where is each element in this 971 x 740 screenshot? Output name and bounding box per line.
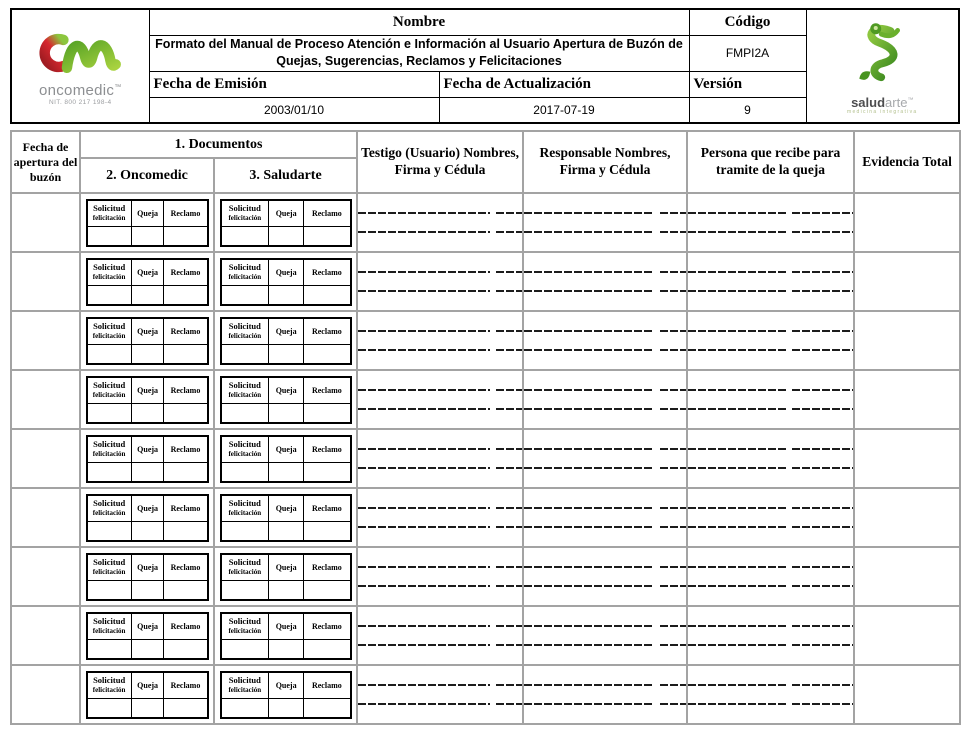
mini-header-queja: Queja	[269, 318, 304, 345]
mini-cell-solicitud	[221, 286, 269, 305]
mini-cell-solicitud	[221, 227, 269, 246]
testigo-signature-cell	[357, 370, 523, 429]
mini-header-solicitud: Solicitud felicitación	[87, 613, 132, 640]
signature-line	[524, 507, 686, 509]
col-header-oncomedic: 2. Oncomedic	[80, 158, 214, 193]
fecha-apertura-cell	[11, 311, 80, 370]
mini-cell-reclamo	[164, 522, 208, 541]
signature-line	[524, 271, 686, 273]
testigo-signature-cell	[357, 252, 523, 311]
table-row	[11, 193, 960, 252]
codigo-label: Código	[689, 9, 806, 35]
persona-signature-cell	[687, 252, 854, 311]
oncomedic-mini-table	[86, 317, 209, 365]
oncomedic-docs-cell	[80, 606, 214, 665]
signature-line	[358, 644, 522, 646]
signature-line	[688, 644, 853, 646]
mini-header-queja: Queja	[269, 377, 304, 404]
mini-cell-solicitud	[87, 522, 132, 541]
evidencia-cell	[854, 370, 960, 429]
mini-cell-reclamo	[164, 640, 208, 659]
responsable-signature-cell	[523, 665, 687, 724]
version-value: 9	[689, 97, 806, 123]
mini-cell-queja	[269, 227, 304, 246]
mini-header-queja: Queja	[269, 554, 304, 581]
main-table	[10, 130, 961, 725]
persona-signature-cell	[687, 665, 854, 724]
persona-signature-cell	[687, 606, 854, 665]
mini-cell-queja	[131, 640, 164, 659]
mini-header-solicitud: Solicitud felicitación	[221, 318, 269, 345]
persona-signature-cell	[687, 547, 854, 606]
oncomedic-docs-cell	[80, 311, 214, 370]
saludarte-mini-table	[220, 494, 352, 542]
mini-header-queja: Queja	[269, 495, 304, 522]
mini-cell-queja	[269, 463, 304, 482]
col-header-saludarte: 3. Saludarte	[214, 158, 357, 193]
fecha-apertura-cell	[11, 252, 80, 311]
signature-line	[688, 290, 853, 292]
mini-header-reclamo: Reclamo	[304, 672, 351, 699]
mini-header-reclamo: Reclamo	[164, 672, 208, 699]
saludarte-docs-cell	[214, 311, 357, 370]
mini-header-solicitud: Solicitud felicitación	[87, 318, 132, 345]
signature-line	[524, 566, 686, 568]
mini-header-queja: Queja	[131, 318, 164, 345]
mini-cell-queja	[269, 699, 304, 718]
signature-line	[524, 625, 686, 627]
saludarte-logo-cell	[806, 9, 959, 123]
signature-line	[688, 467, 853, 469]
saludarte-mini-table	[220, 612, 352, 660]
mini-cell-reclamo	[304, 522, 351, 541]
mini-header-reclamo: Reclamo	[164, 613, 208, 640]
oncomedic-docs-cell	[80, 488, 214, 547]
signature-line	[688, 585, 853, 587]
responsable-signature-cell	[523, 193, 687, 252]
testigo-signature-cell	[357, 429, 523, 488]
fecha-apertura-cell	[11, 370, 80, 429]
signature-line	[524, 408, 686, 410]
signature-line	[358, 467, 522, 469]
mini-cell-reclamo	[164, 463, 208, 482]
signature-line	[358, 290, 522, 292]
persona-signature-cell	[687, 370, 854, 429]
signature-line	[358, 566, 522, 568]
mini-cell-reclamo	[164, 581, 208, 600]
mini-cell-queja	[269, 286, 304, 305]
mini-header-solicitud: Solicitud felicitación	[87, 436, 132, 463]
saludarte-logo-icon	[839, 17, 925, 89]
testigo-signature-cell	[357, 193, 523, 252]
persona-signature-cell	[687, 311, 854, 370]
evidencia-cell	[854, 429, 960, 488]
oncomedic-mini-table	[86, 258, 209, 306]
signature-line	[358, 330, 522, 332]
mini-cell-queja	[131, 404, 164, 423]
responsable-signature-cell	[523, 429, 687, 488]
mini-header-reclamo: Reclamo	[304, 436, 351, 463]
mini-header-solicitud: Solicitud felicitación	[221, 377, 269, 404]
col-header-documentos: 1. Documentos	[80, 131, 357, 158]
fecha-apertura-cell	[11, 665, 80, 724]
mini-header-solicitud: Solicitud felicitación	[221, 200, 269, 227]
oncomedic-mini-table	[86, 199, 209, 247]
fecha-apertura-cell	[11, 547, 80, 606]
oncomedic-mini-table	[86, 553, 209, 601]
saludarte-tagline: medicina integrativa	[847, 109, 918, 115]
oncomedic-wordmark: oncomedic™	[38, 82, 122, 99]
mini-cell-reclamo	[164, 345, 208, 364]
mini-header-reclamo: Reclamo	[304, 259, 351, 286]
signature-line	[524, 467, 686, 469]
responsable-signature-cell	[523, 488, 687, 547]
signature-line	[688, 330, 853, 332]
table-row	[11, 311, 960, 370]
table-row	[11, 606, 960, 665]
mini-cell-queja	[131, 286, 164, 305]
mini-cell-solicitud	[87, 581, 132, 600]
saludarte-docs-cell	[214, 606, 357, 665]
oncomedic-mini-table	[86, 671, 209, 719]
mini-cell-solicitud	[221, 640, 269, 659]
evidencia-cell	[854, 193, 960, 252]
mini-header-solicitud: Solicitud felicitación	[87, 200, 132, 227]
mini-cell-reclamo	[304, 640, 351, 659]
saludarte-mini-table	[220, 199, 352, 247]
oncomedic-docs-cell	[80, 665, 214, 724]
evidencia-cell	[854, 606, 960, 665]
signature-line	[524, 389, 686, 391]
mini-cell-queja	[131, 463, 164, 482]
mini-header-queja: Queja	[131, 377, 164, 404]
evidencia-cell	[854, 665, 960, 724]
mini-cell-reclamo	[304, 286, 351, 305]
mini-cell-reclamo	[304, 463, 351, 482]
evidencia-cell	[854, 547, 960, 606]
mini-header-reclamo: Reclamo	[304, 200, 351, 227]
saludarte-mini-table	[220, 258, 352, 306]
saludarte-docs-cell	[214, 252, 357, 311]
mini-header-reclamo: Reclamo	[164, 436, 208, 463]
signature-line	[358, 231, 522, 233]
table-row	[11, 429, 960, 488]
signature-line	[358, 684, 522, 686]
mini-header-solicitud: Solicitud felicitación	[221, 495, 269, 522]
mini-header-queja: Queja	[269, 436, 304, 463]
mini-cell-solicitud	[221, 463, 269, 482]
mini-cell-solicitud	[87, 286, 132, 305]
signature-line	[524, 585, 686, 587]
signature-line	[688, 349, 853, 351]
mini-cell-queja	[131, 227, 164, 246]
mini-cell-queja	[131, 581, 164, 600]
signature-line	[688, 212, 853, 214]
mini-header-reclamo: Reclamo	[304, 613, 351, 640]
mini-header-queja: Queja	[131, 672, 164, 699]
saludarte-mini-table	[220, 317, 352, 365]
mini-cell-solicitud	[87, 227, 132, 246]
signature-line	[358, 585, 522, 587]
col-header-fecha-apertura: Fecha de apertura del buzón	[11, 131, 80, 193]
responsable-signature-cell	[523, 547, 687, 606]
oncomedic-docs-cell	[80, 370, 214, 429]
signature-line	[524, 448, 686, 450]
mini-cell-solicitud	[87, 345, 132, 364]
mini-header-reclamo: Reclamo	[304, 495, 351, 522]
mini-cell-solicitud	[221, 345, 269, 364]
table-row	[11, 370, 960, 429]
mini-header-queja: Queja	[131, 554, 164, 581]
oncomedic-logo-icon	[21, 26, 139, 80]
mini-cell-reclamo	[164, 404, 208, 423]
mini-header-reclamo: Reclamo	[164, 318, 208, 345]
saludarte-docs-cell	[214, 488, 357, 547]
signature-line	[524, 231, 686, 233]
signature-line	[358, 526, 522, 528]
mini-cell-solicitud	[221, 581, 269, 600]
mini-header-queja: Queja	[269, 672, 304, 699]
mini-cell-queja	[269, 581, 304, 600]
oncomedic-docs-cell	[80, 252, 214, 311]
signature-line	[358, 212, 522, 214]
saludarte-docs-cell	[214, 547, 357, 606]
mini-header-reclamo: Reclamo	[164, 377, 208, 404]
mini-header-solicitud: Solicitud felicitación	[221, 613, 269, 640]
col-header-evidencia: Evidencia Total	[854, 131, 960, 193]
signature-line	[524, 526, 686, 528]
testigo-signature-cell	[357, 311, 523, 370]
mini-header-queja: Queja	[131, 200, 164, 227]
signature-line	[524, 349, 686, 351]
mini-header-solicitud: Solicitud felicitación	[221, 554, 269, 581]
oncomedic-nit: NIT. 800 217 198-4	[49, 99, 112, 106]
mini-header-queja: Queja	[269, 613, 304, 640]
mini-header-solicitud: Solicitud felicitación	[87, 554, 132, 581]
oncomedic-docs-cell	[80, 193, 214, 252]
codigo-value: FMPI2A	[689, 35, 806, 71]
saludarte-wordmark: saludarte™	[851, 95, 914, 110]
header-table	[10, 8, 960, 124]
mini-header-solicitud: Solicitud felicitación	[87, 495, 132, 522]
evidencia-cell	[854, 252, 960, 311]
signature-line	[358, 389, 522, 391]
signature-line	[524, 684, 686, 686]
mini-header-queja: Queja	[269, 200, 304, 227]
mini-cell-solicitud	[87, 463, 132, 482]
testigo-signature-cell	[357, 606, 523, 665]
oncomedic-mini-table	[86, 376, 209, 424]
fecha-actualizacion-value: 2017-07-19	[439, 97, 689, 123]
mini-header-solicitud: Solicitud felicitación	[87, 377, 132, 404]
persona-signature-cell	[687, 429, 854, 488]
version-label: Versión	[689, 71, 806, 97]
table-row	[11, 547, 960, 606]
oncomedic-mini-table	[86, 435, 209, 483]
mini-cell-reclamo	[304, 699, 351, 718]
signature-line	[688, 448, 853, 450]
persona-signature-cell	[687, 488, 854, 547]
signature-line	[524, 644, 686, 646]
mini-cell-queja	[269, 522, 304, 541]
signature-line	[688, 566, 853, 568]
signature-line	[688, 231, 853, 233]
mini-header-reclamo: Reclamo	[304, 377, 351, 404]
signature-line	[524, 212, 686, 214]
saludarte-mini-table	[220, 553, 352, 601]
persona-signature-cell	[687, 193, 854, 252]
signature-line	[358, 703, 522, 705]
mini-header-solicitud: Solicitud felicitación	[221, 259, 269, 286]
nombre-label: Nombre	[149, 9, 689, 35]
signature-line	[688, 625, 853, 627]
signature-line	[688, 408, 853, 410]
mini-cell-solicitud	[221, 404, 269, 423]
signature-line	[688, 526, 853, 528]
signature-line	[358, 271, 522, 273]
signature-line	[688, 507, 853, 509]
signature-line	[358, 507, 522, 509]
mini-header-queja: Queja	[131, 436, 164, 463]
mini-header-queja: Queja	[131, 259, 164, 286]
mini-cell-solicitud	[87, 640, 132, 659]
table-row	[11, 252, 960, 311]
signature-line	[688, 389, 853, 391]
col-header-responsable: Responsable Nombres, Firma y Cédula	[523, 131, 687, 193]
saludarte-docs-cell	[214, 429, 357, 488]
responsable-signature-cell	[523, 252, 687, 311]
evidencia-cell	[854, 311, 960, 370]
mini-cell-queja	[269, 640, 304, 659]
mini-cell-solicitud	[87, 699, 132, 718]
fecha-emision-value: 2003/01/10	[149, 97, 439, 123]
mini-header-reclamo: Reclamo	[304, 554, 351, 581]
signature-line	[524, 330, 686, 332]
col-header-testigo: Testigo (Usuario) Nombres, Firma y Cédula	[357, 131, 523, 193]
saludarte-mini-table	[220, 376, 352, 424]
table-row	[11, 488, 960, 547]
signature-line	[688, 271, 853, 273]
saludarte-docs-cell	[214, 370, 357, 429]
evidencia-cell	[854, 488, 960, 547]
saludarte-mini-table	[220, 671, 352, 719]
responsable-signature-cell	[523, 606, 687, 665]
fecha-apertura-cell	[11, 429, 80, 488]
oncomedic-docs-cell	[80, 429, 214, 488]
document-title: Formato del Manual de Proceso Atención e Información al Usuario Apertura de Buzón de Quejas, Sugerencias, Reclamos y Felicitaciones	[149, 35, 689, 71]
fecha-actualizacion-label: Fecha de Actualización	[439, 71, 689, 97]
fecha-apertura-cell	[11, 193, 80, 252]
mini-cell-queja	[269, 345, 304, 364]
saludarte-docs-cell	[214, 193, 357, 252]
mini-cell-queja	[131, 345, 164, 364]
signature-line	[524, 290, 686, 292]
mini-cell-solicitud	[221, 522, 269, 541]
mini-cell-queja	[269, 404, 304, 423]
signature-line	[358, 448, 522, 450]
mini-header-queja: Queja	[131, 495, 164, 522]
mini-cell-reclamo	[304, 581, 351, 600]
testigo-signature-cell	[357, 547, 523, 606]
oncomedic-mini-table	[86, 612, 209, 660]
col-header-persona: Persona que recibe para tramite de la queja	[687, 131, 854, 193]
mini-cell-solicitud	[221, 699, 269, 718]
mini-header-reclamo: Reclamo	[164, 200, 208, 227]
testigo-signature-cell	[357, 665, 523, 724]
mini-cell-reclamo	[164, 286, 208, 305]
mini-cell-reclamo	[164, 227, 208, 246]
mini-cell-solicitud	[87, 404, 132, 423]
mini-header-solicitud: Solicitud felicitación	[221, 436, 269, 463]
main-table-body	[11, 193, 960, 724]
mini-header-reclamo: Reclamo	[164, 495, 208, 522]
mini-header-queja: Queja	[131, 613, 164, 640]
fecha-apertura-cell	[11, 606, 80, 665]
saludarte-docs-cell	[214, 665, 357, 724]
fecha-apertura-cell	[11, 488, 80, 547]
mini-header-queja: Queja	[269, 259, 304, 286]
responsable-signature-cell	[523, 370, 687, 429]
mini-cell-reclamo	[304, 404, 351, 423]
mini-header-solicitud: Solicitud felicitación	[221, 672, 269, 699]
signature-line	[688, 703, 853, 705]
oncomedic-docs-cell	[80, 547, 214, 606]
fecha-emision-label: Fecha de Emisión	[149, 71, 439, 97]
mini-header-reclamo: Reclamo	[304, 318, 351, 345]
signature-line	[358, 408, 522, 410]
signature-line	[524, 703, 686, 705]
table-row	[11, 665, 960, 724]
testigo-signature-cell	[357, 488, 523, 547]
mini-cell-reclamo	[304, 345, 351, 364]
signature-line	[358, 349, 522, 351]
mini-cell-reclamo	[304, 227, 351, 246]
oncomedic-logo-cell	[11, 9, 149, 123]
responsable-signature-cell	[523, 311, 687, 370]
saludarte-mini-table	[220, 435, 352, 483]
signature-line	[358, 625, 522, 627]
oncomedic-mini-table	[86, 494, 209, 542]
mini-header-reclamo: Reclamo	[164, 554, 208, 581]
mini-cell-reclamo	[164, 699, 208, 718]
mini-header-reclamo: Reclamo	[164, 259, 208, 286]
mini-cell-queja	[131, 699, 164, 718]
mini-header-solicitud: Solicitud felicitación	[87, 259, 132, 286]
signature-line	[688, 684, 853, 686]
mini-header-solicitud: Solicitud felicitación	[87, 672, 132, 699]
mini-cell-queja	[131, 522, 164, 541]
